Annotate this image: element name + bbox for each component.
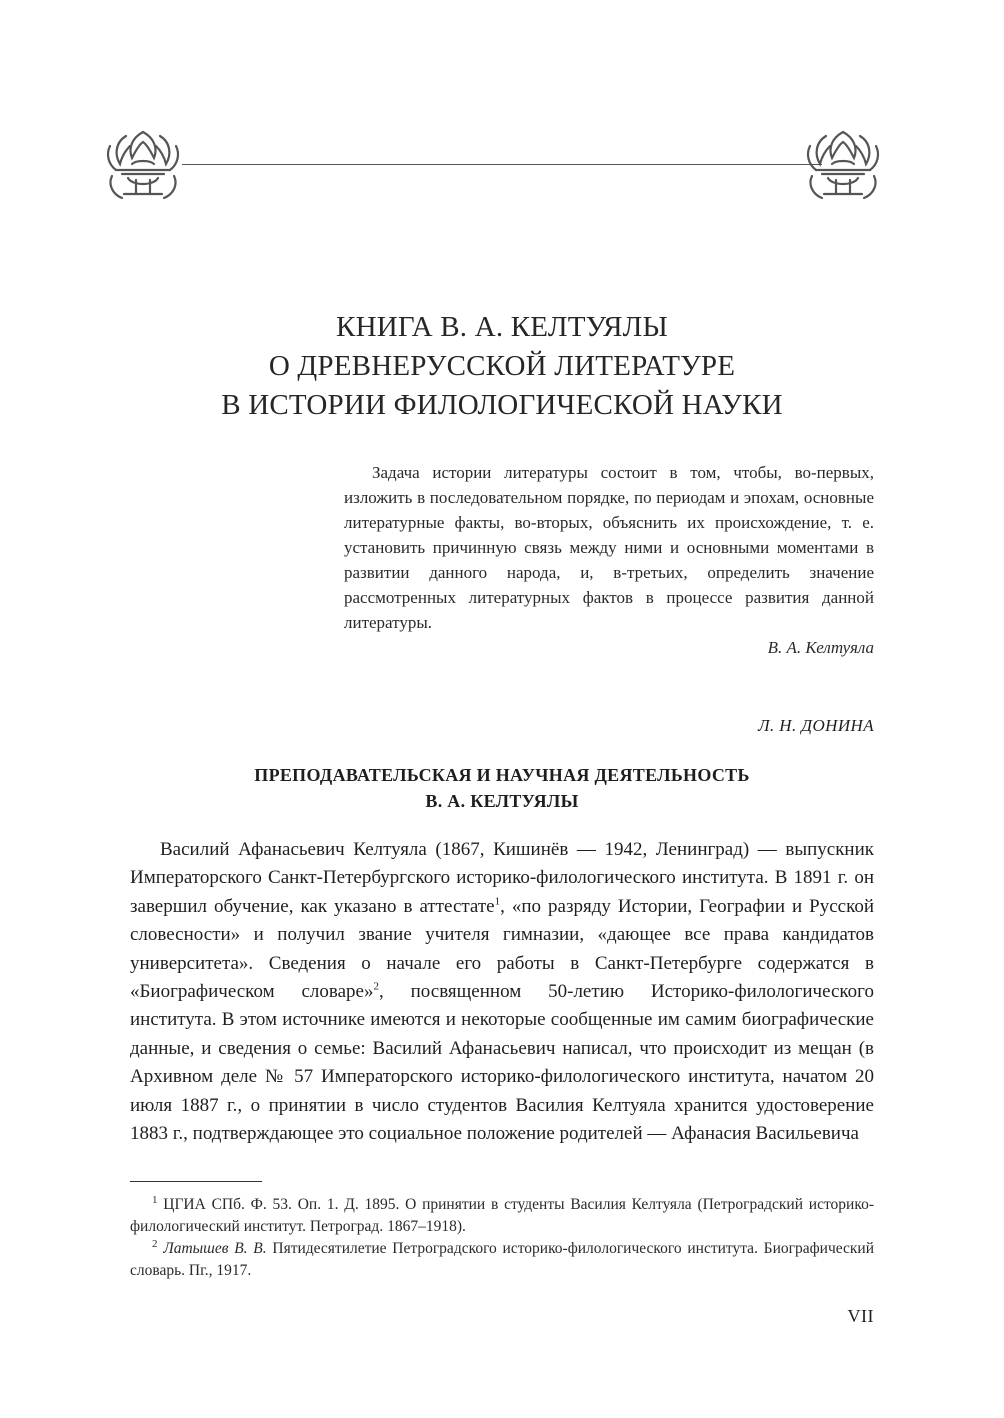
- article-heading: [130, 762, 874, 814]
- book-title: [120, 308, 884, 425]
- footnote-number: 1: [152, 1193, 158, 1206]
- body-text-part-1: Василий Афанасьевич Келтуяла (1867, Кишинёв — 1942, Ленинград) — выпускник Императорского Санкт-Петербургского историко-филологического института. В 1891 г. он завершил обучение, как указано в аттестате: [130, 839, 874, 917]
- footnote-text: Пятидесятилетие Петроградского историко-филологического института. Биографический словарь. Пг., 1917.: [130, 1240, 875, 1279]
- footnote-ref-1[interactable]: 1: [494, 895, 501, 908]
- footnote-author: Латышев В. В.: [163, 1240, 267, 1257]
- ornament-icon: [802, 124, 884, 206]
- header-rule: [182, 164, 822, 165]
- title-line-2: О ДРЕВНЕРУССКОЙ ЛИТЕРАТУРЕ: [268, 350, 736, 382]
- article-body: [130, 836, 874, 1148]
- article-author: Л. Н. ДОНИНА: [758, 716, 874, 735]
- body-text-part-3: , посвященном 50-летию Историко-филологического института. В этом источнике имеются и некоторые сообщенные им самим биографические данные, и сведения о семье: Василий Афанасьевич написал, что происходит из мещан (в Архивном деле № 57 Императорского историко-филологического института, начатом 20 июля 1887 г., о принятии в число студентов Василия Келтуяла хранится удостоверение 1883 г., подтверждающее это социальное положение родителей — Афанасия Васильевича: [130, 981, 875, 1145]
- page-number: VII: [847, 1306, 874, 1326]
- footnote-2: [130, 1238, 874, 1282]
- title-line-1: КНИГА В. А. КЕЛТУЯЛЫ: [336, 311, 668, 343]
- epigraph: [344, 460, 874, 660]
- footnote-number: 2: [152, 1237, 158, 1250]
- footnotes: [130, 1194, 874, 1282]
- footnote-text: ЦГИА СПб. Ф. 53. Оп. 1. Д. 1895. О принятии в студенты Василия Келтуяла (Петроградский историко-филологический институт. Петроград. 1867–1918).: [130, 1196, 874, 1235]
- footnote-rule: [130, 1181, 262, 1182]
- title-line-3: В ИСТОРИИ ФИЛОЛОГИЧЕСКОЙ НАУКИ: [221, 389, 783, 421]
- epigraph-text: Задача истории литературы состоит в том, чтобы, во-первых, изложить в последовательном порядке, по периодам и эпохам, основные литературные факты, во-вторых, объяснить их происхождение, т. е. установить причинную связь между ними и основными моментами в развитии данного народа, и, в-третьих, определить значение рассмотренных литературных фактов в процессе развития данной литературы.: [344, 463, 874, 632]
- heading-line-1: ПРЕПОДАВАТЕЛЬСКАЯ И НАУЧНАЯ ДЕЯТЕЛЬНОСТЬ: [254, 765, 750, 785]
- heading-line-2: В. А. КЕЛТУЯЛЫ: [425, 791, 579, 811]
- body-text-part-2: , «по разряду Истории, Географии и Русской словесности» и получил звание учителя гимназии, «дающее все права кандидатов университета». Сведения о начале его работы в Санкт-Петербурге содержатся в «Биографическом словаре»: [130, 895, 875, 1003]
- ornament-icon: [102, 124, 184, 206]
- footnote-ref-2[interactable]: 2: [373, 980, 379, 993]
- epigraph-attribution: В. А. Келтуяла: [767, 638, 874, 657]
- footnote-1: [130, 1194, 874, 1238]
- body-paragraph: [130, 836, 874, 1148]
